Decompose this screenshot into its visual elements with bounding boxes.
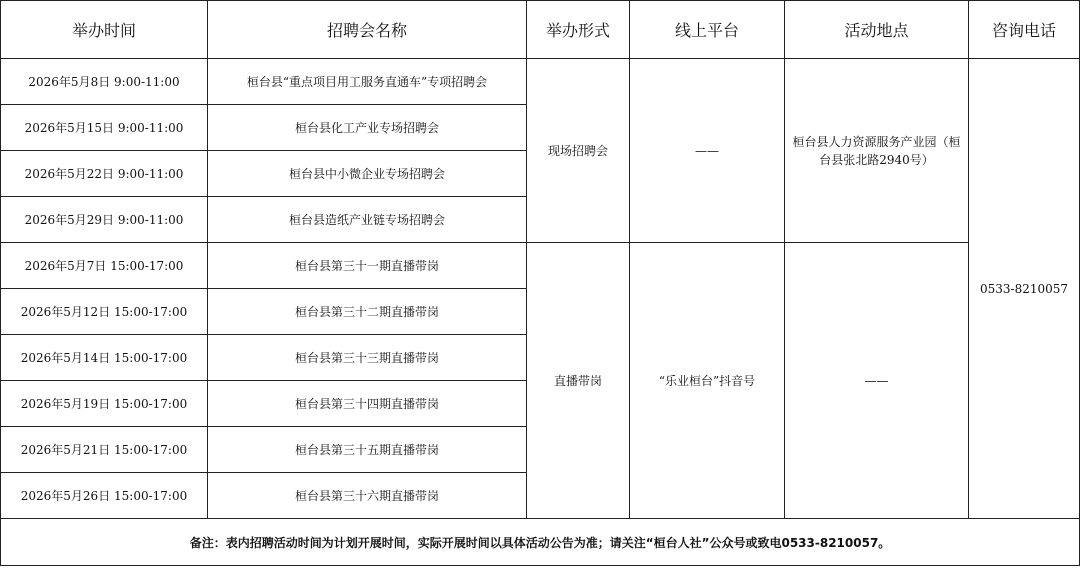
note-row (1, 519, 1080, 566)
event-time: 2026年5月14日 15:00-17:00 (1, 335, 208, 381)
live-location-cell: —— (785, 243, 969, 519)
event-name: 桓台县第三十三期直播带岗 (208, 335, 527, 381)
table-row (1, 59, 1080, 105)
event-name: 桓台县化工产业专场招聘会 (208, 105, 527, 151)
event-name: 桓台县“重点项目用工服务直通车”专项招聘会 (208, 59, 527, 105)
event-name: 桓台县造纸产业链专场招聘会 (208, 197, 527, 243)
event-time: 2026年5月8日 9:00-11:00 (1, 59, 208, 105)
event-time: 2026年5月21日 15:00-17:00 (1, 427, 208, 473)
phone-cell: 0533-8210057 (969, 59, 1080, 519)
event-time: 2026年5月12日 15:00-17:00 (1, 289, 208, 335)
onsite-location-cell: 桓台县人力资源服务产业园（桓台县张北路2940号） (785, 59, 969, 243)
event-name: 桓台县中小微企业专场招聘会 (208, 151, 527, 197)
onsite-form-cell: 现场招聘会 (527, 59, 630, 243)
event-name: 桓台县第三十一期直播带岗 (208, 243, 527, 289)
event-time: 2026年5月22日 9:00-11:00 (1, 151, 208, 197)
event-name: 桓台县第三十二期直播带岗 (208, 289, 527, 335)
table-header-row (1, 1, 1080, 59)
event-time: 2026年5月7日 15:00-17:00 (1, 243, 208, 289)
onsite-platform-cell: —— (630, 59, 785, 243)
event-name: 桓台县第三十六期直播带岗 (208, 473, 527, 519)
header-form: 举办形式 (527, 1, 630, 59)
event-time: 2026年5月26日 15:00-17:00 (1, 473, 208, 519)
table-row (1, 243, 1080, 289)
event-time: 2026年5月19日 15:00-17:00 (1, 381, 208, 427)
event-name: 桓台县第三十五期直播带岗 (208, 427, 527, 473)
header-location: 活动地点 (785, 1, 969, 59)
header-time: 举办时间 (1, 1, 208, 59)
note-text: 备注：表内招聘活动时间为计划开展时间，实际开展时间以具体活动公告为准；请关注“桓台人社”公众号或致电0533-8210057。 (1, 519, 1080, 566)
header-platform: 线上平台 (630, 1, 785, 59)
event-name: 桓台县第三十四期直播带岗 (208, 381, 527, 427)
header-name: 招聘会名称 (208, 1, 527, 59)
event-time: 2026年5月15日 9:00-11:00 (1, 105, 208, 151)
event-time: 2026年5月29日 9:00-11:00 (1, 197, 208, 243)
live-platform-cell: “乐业桓台”抖音号 (630, 243, 785, 519)
header-phone: 咨询电话 (969, 1, 1080, 59)
live-form-cell: 直播带岗 (527, 243, 630, 519)
